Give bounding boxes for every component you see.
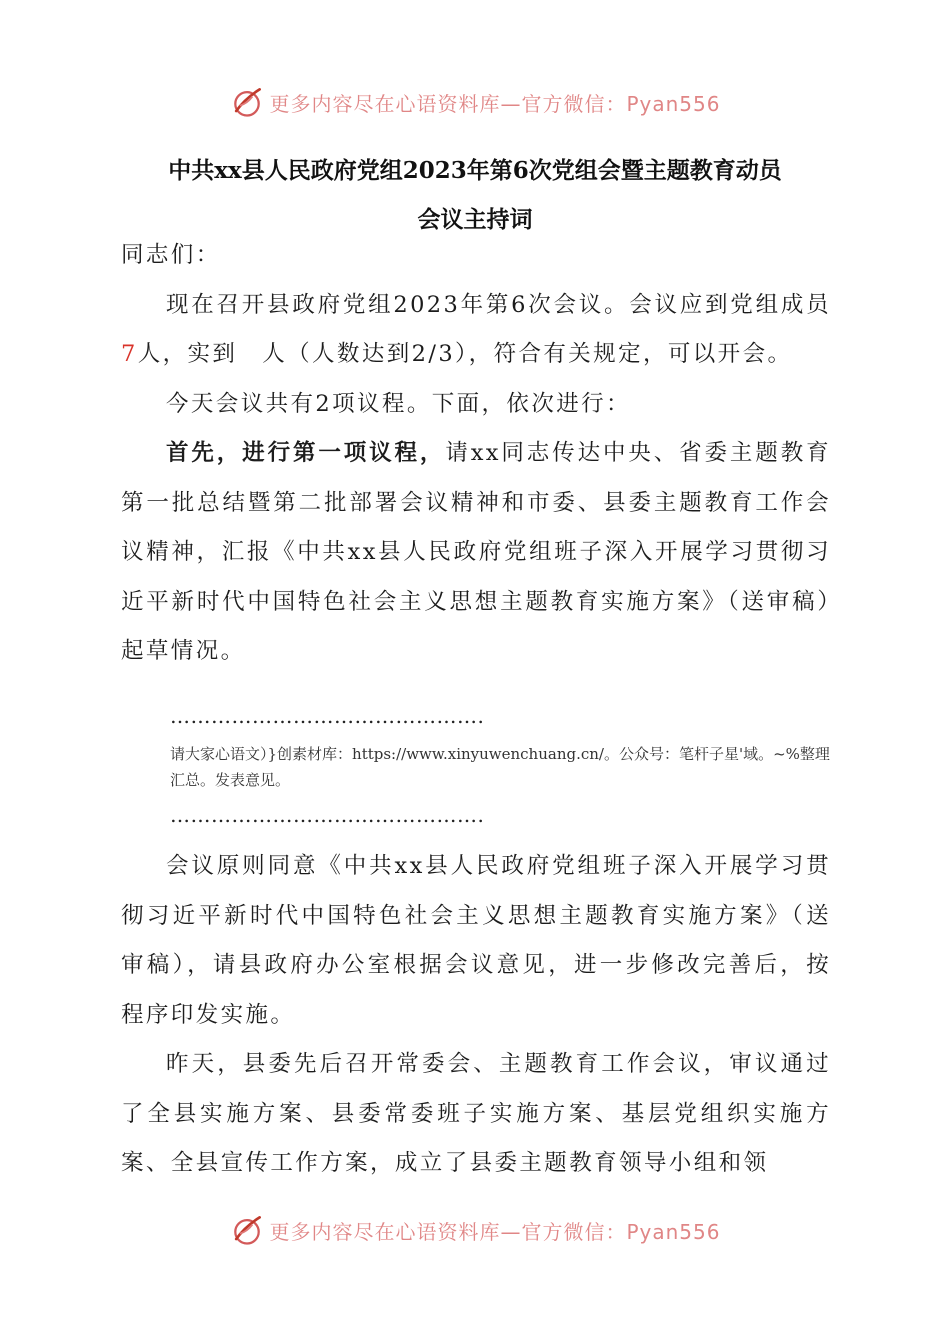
brush-logo-icon (229, 84, 265, 120)
first-item-text: 请xx同志传达中央、省委主题教育第一批总结暨第二批部署会议精神和市委、县委主题教育工作会议精神，汇报《中共xx县人民政府党组班子深入开展学习贯彻习近平新时代中国特色社会主义思想主题教育实施方案》（送审稿）起草情况。 (121, 440, 832, 664)
ellipsis-divider-1: ………………………………………. (170, 704, 485, 728)
document-body-top (121, 231, 831, 677)
watermark-header (0, 84, 950, 120)
paragraph-agenda: 今天会议共有2项议程。下面，依次进行： (166, 390, 631, 417)
watermark-text: 更多内容尽在心语资料库—官方微信：Pyan556 (269, 91, 721, 116)
paragraph-opening-text-a: 现在召开县政府党组2023年第6次会议。会议应到党组成员 (166, 291, 831, 318)
first-item-heading: 首先，进行第一项议程， (166, 440, 446, 466)
paragraph-opening (121, 281, 831, 380)
salutation: 同志们： (121, 242, 221, 268)
paragraph-opening-text-b: 人，实到 人（人数达到2/3），符合有关规定，可以开会。 (137, 341, 793, 367)
document-title-line-1: 中共xx县人民政府党组2023年第6次党组会暨主题教育动员 (168, 157, 782, 184)
ellipsis-divider-2: ………………………………………. (170, 803, 485, 827)
member-count: 7 (121, 341, 138, 367)
brush-logo-icon (229, 1212, 265, 1248)
paragraph-approval: 会议原则同意《中共xx县人民政府党组班子深入开展学习贯彻习近平新时代中国特色社会主义思想主题教育实施方案》（送审稿），请县政府办公室根据会议意见，进一步修改完善后，按程序印发实施。 (121, 853, 831, 1028)
document-title-line-2: 会议主持词 (417, 206, 533, 233)
paragraph-first-item (121, 429, 831, 677)
watermark-footer (0, 1212, 950, 1248)
paragraph-yesterday: 昨天，县委先后召开常委会、主题教育工作会议，审议通过了全县实施方案、县委常委班子实施方案、基层党组织实施方案、全县宣传工作方案，成立了县委主题教育领导小组和领 (121, 1051, 831, 1176)
document-body-bottom (121, 842, 831, 1189)
watermark-text: 更多内容尽在心语资料库—官方微信：Pyan556 (269, 1219, 721, 1244)
inserted-note: 请大家心语文）}创素材库：https://www.xinyuwenchuang.cn/。公众号：笔杆子星'域。~%整理汇总。发表意见。 (170, 745, 830, 789)
